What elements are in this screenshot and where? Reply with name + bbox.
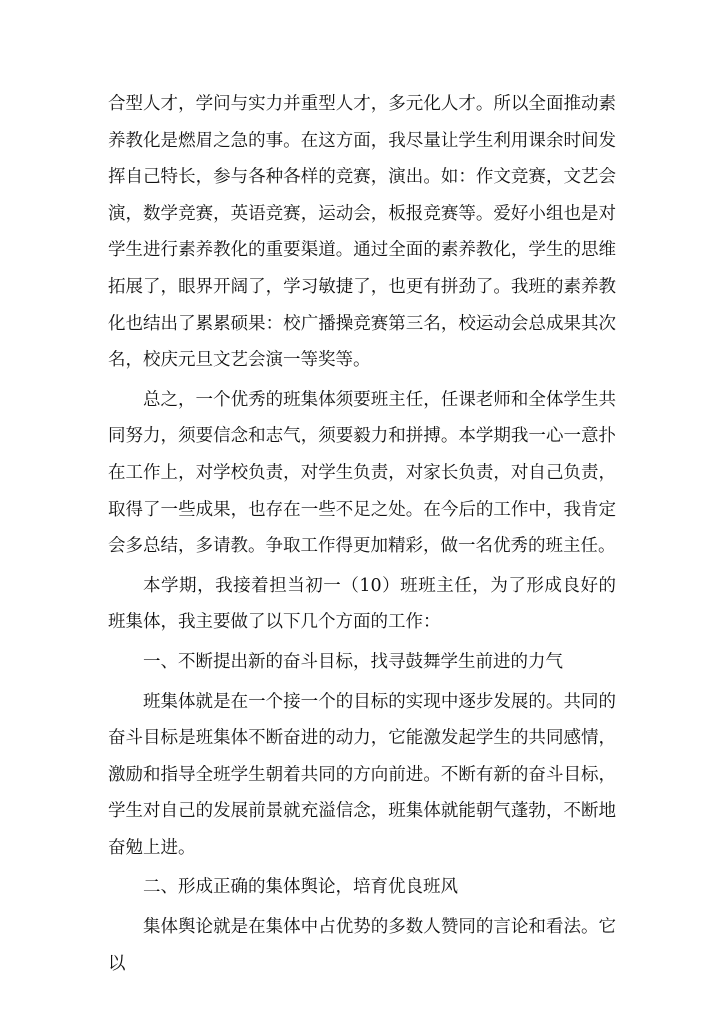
section-heading-2: 二、形成正确的集体舆论，培育优良班风 xyxy=(143,877,458,898)
paragraph-section-2: 集体舆论就是在集体中占优势的多数人赞同的言论和看法。它以 xyxy=(108,917,616,974)
paragraph-continuation: 合型人才，学问与实力并重型人才，多元化人才。所以全面推动素养教化是燃眉之急的事。在这方面，我尽量让学生利用课余时间发挥自己特长，参与各种各样的竞赛，演出。如：作文竞赛，文艺会演，数学竞赛，英语竞赛，运动会，板报竞赛等。爱好小组也是对学生进行素养教化的重要渠道。通过全面的素养教化，学生的思维拓展了，眼界开阔了，学习敏捷了，也更有拼劲了。我班的素养教化也结出了累累硕果：校广播操竞赛第三名，校运动会总成果其次名，校庆元旦文艺会演一等奖等。 xyxy=(108,94,616,371)
paragraph-section-1: 班集体就是在一个接一个的目标的实现中逐步发展的。共同的奋斗目标是班集体不断奋进的动力，它能激发起学生的共同感情，激励和指导全班学生朝着共同的方向前进。不断有新的奋斗目标，学生对自己的发展前景就充溢信念，班集体就能朝气蓬勃，不断地奋勉上进。 xyxy=(108,691,616,858)
document-body xyxy=(108,86,616,985)
paragraph-intro: 本学期，我接着担当初一（10）班班主任，为了形成良好的班集体，我主要做了以下几个方面的工作： xyxy=(108,575,616,633)
section-heading-1: 一、不断提出新的奋斗目标，找寻鼓舞学生前进的力气 xyxy=(143,651,563,672)
paragraph-conclusion: 总之，一个优秀的班集体须要班主任，任课老师和全体学生共同努力，须要信念和志气，须要毅力和拼搏。本学期我一心一意扑在工作上，对学校负责，对学生负责，对家长负责，对自己负责，取得了一些成果，也存在一些不足之处。在今后的工作中，我肯定会多总结，多请教。争取工作得更加精彩，做一名优秀的班主任。 xyxy=(108,389,616,557)
